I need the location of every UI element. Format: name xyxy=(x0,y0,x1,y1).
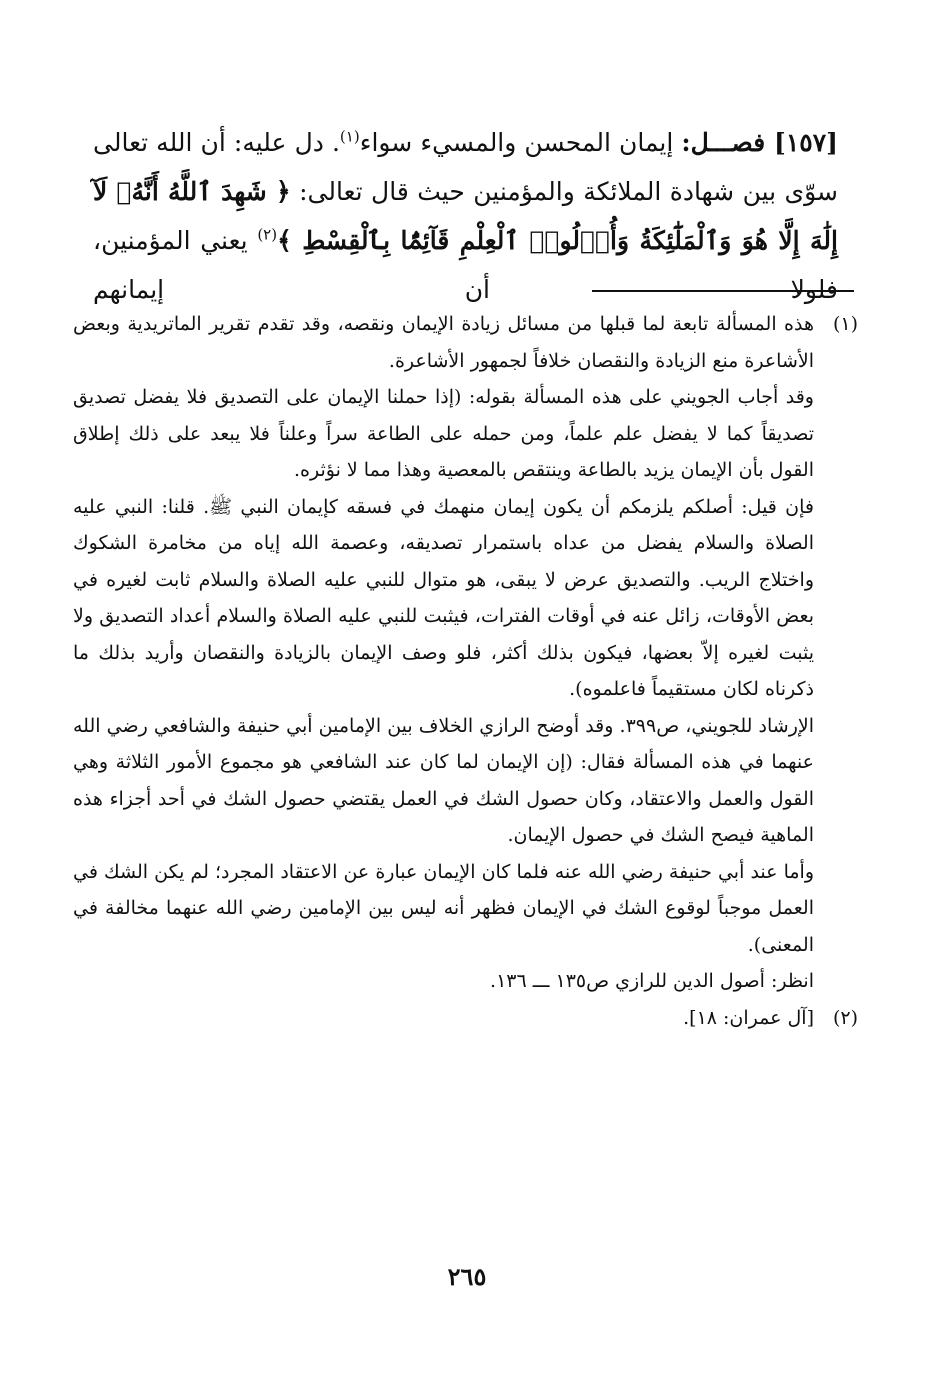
footnote-paragraph: [آل عمران: ١٨]. xyxy=(683,1006,814,1029)
footnote-paragraph: انظر: أصول الدين للرازي ص١٣٥ ـــ ١٣٦. xyxy=(490,970,814,992)
footnote-paragraph: وقد أجاب الجويني على هذه المسألة بقوله: (إذا حملنا الإيمان على التصديق فلا يفضل تصديق تصديقاً كما لا يفضل علم علماً، ومن حمله على الطاعة سراً وعلناً فلا يبعد على ذلك إطلاق القول بأن الإيمان يزيد بالطاعة وينتقص بالمعصية وهذا مما لا نؤثره. xyxy=(73,386,814,481)
footnote-paragraph: الإرشاد للجويني، ص٣٩٩. وقد أوضح الرازي الخلاف بين الإمامين أبي حنيفة والشافعي رضي الله عنهما في هذه المسألة فقال: (إن الإيمان لما كان عند الشافعي هو مجموع الأمور الثلاثة وهي القول والعمل والاعتقاد، وكان حصول الشك في العمل يقتضي حصول الشك في أحد أجزاء هذه الماهية فيصح الشك في حصول الإيمان. xyxy=(73,714,814,846)
quran-verse: ﴿ شَهِدَ ٱللَّهُ أَنَّهُۥ لَآ إِلَٰهَ إِلَّا هُوَ وَٱلْمَلَٰٓئِكَةُ وَأُو۟لُوا۟ ٱلْعِلْمِ قَآئِمًۢا بِٱلْقِسْطِ ﴾ xyxy=(93,177,838,255)
footnote-ref-1[interactable]: (١) xyxy=(339,127,360,146)
footnote-body xyxy=(73,306,814,1000)
footnote-2 xyxy=(73,1000,858,1037)
footnote-number: (١) xyxy=(832,313,858,335)
footnotes xyxy=(73,306,858,1036)
main-paragraph xyxy=(93,118,838,314)
footnote-paragraph: وأما عند أبي حنيفة رضي الله عنه فلما كان الإيمان عبارة عن الاعتقاد المجرد؛ لم يكن الشك في العمل موجباً لوقوع الشك في الإيمان فظهر أنه ليس بين الإمامين رضي الله عنهما مخالفة في المعنى). xyxy=(73,860,814,956)
footnote-separator xyxy=(592,290,854,292)
footnote-number: (٢) xyxy=(832,1006,858,1029)
body-text: . دل عليه: أن الله تعالى سوّى بين شهادة الملائكة والمؤمنين حيث قال تعالى: xyxy=(93,128,838,206)
footnote-1 xyxy=(73,306,858,1000)
page-number: ٢٦٥ xyxy=(447,1262,487,1291)
section-label: [١٥٧] فصـــل: xyxy=(681,128,839,157)
footnote-body xyxy=(73,1000,814,1037)
body-text-end: يعني المؤمنين، فلولا أن إيمانهم xyxy=(93,226,838,304)
footnote-paragraph: هذه المسألة تابعة لما قبلها من مسائل زيادة الإيمان ونقصه، وقد تقدم تقرير الماتريدية وبعض الأشاعرة منع الزيادة والنقصان خلافاً لجمهور الأشاعرة. xyxy=(73,313,814,372)
intro-text: إيمان المحسن والمسيء سواء xyxy=(359,128,682,157)
footnote-paragraph: فإن قيل: أصلكم يلزمكم أن يكون إيمان منهمك في فسقه كإيمان النبي ﷺ. قلنا: النبي عليه الصلاة والسلام يفضل من عداه باستمرار تصديقه، وعصمة الله إياه من مخامرة الشكوك واختلاج الريب. والتصديق عرض لا يبقى، هو متوال للنبي عليه الصلاة والسلام ثابت لغيره في بعض الأوقات، زائل عنه في أوقات الفترات، فيثبت للنبي عليه الصلاة والسلام أعداد التصديق ولا يثبت لغيره إلاّ بعضها، فيكون بذلك أكثر، فلو وصف الإيمان بالزيادة والنقصان وأريد بذلك ما ذكرناه لكان مستقيماً فاعلموه). xyxy=(73,495,814,700)
footnote-ref-2[interactable]: (٢) xyxy=(257,225,278,244)
